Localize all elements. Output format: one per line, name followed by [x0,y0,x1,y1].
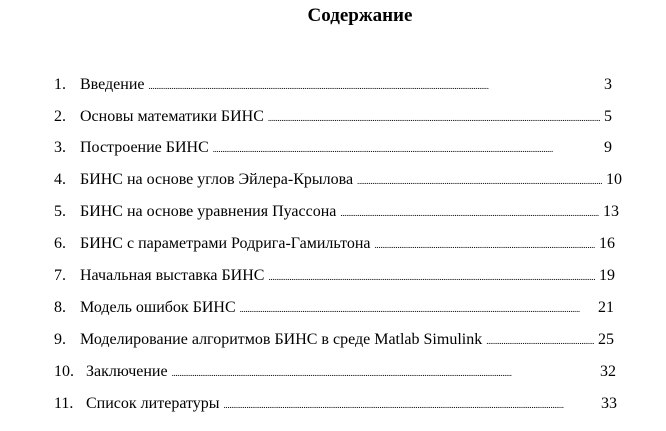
toc-entry-page: 10 [606,171,622,188]
toc-entry [54,74,612,96]
toc-entry-number: 6. [54,235,66,252]
toc-entry [54,201,619,223]
toc-entry-page: 21 [598,299,614,316]
toc-entry [54,361,616,383]
toc-entry [54,297,614,319]
toc-entry-page: 9 [604,139,612,156]
toc-entry-page: 25 [598,331,614,348]
toc-leader-dots [268,265,595,288]
toc-leader-dots [375,233,595,256]
toc-entry-title: Начальная выставка БИНС [80,267,265,284]
toc-leader-dots [213,137,600,160]
toc-entry-page: 13 [603,203,619,220]
toc-entry-number: 11. [54,395,74,412]
toc-entry-page: 32 [600,363,616,380]
toc-entry-title: БИНС на основе углов Эйлера-Крылова [80,171,354,188]
toc-entry-title: Основы математики БИНС [80,108,264,125]
toc-entry-title: БИНС с параметрами Родрига-Гамильтона [80,235,371,252]
toc-entry-page: 16 [599,235,615,252]
toc-leader-dots [240,297,594,320]
toc-entry-title: Список литературы [86,395,220,412]
toc-entry-title: Построение БИНС [80,139,209,156]
toc-entry-number: 1. [54,76,66,93]
toc-entry-title: Моделирование алгоритмов БИНС в среде Matlab Simulink [80,331,483,348]
toc-entry [54,393,617,415]
toc-entry-number: 10. [54,363,74,380]
toc-leader-dots [268,106,600,129]
toc-entry-title: Заключение [86,363,168,380]
toc-leader-dots [340,201,599,224]
toc-entry [54,137,612,159]
toc-entry-page: 19 [599,267,615,284]
toc-entry-number: 4. [54,171,66,188]
toc-entry-page: 3 [604,76,612,93]
toc-leader-dots [357,169,602,192]
toc-entry-number: 9. [54,331,66,348]
toc-leader-dots [149,74,601,97]
toc-entry [54,233,615,255]
toc-entry-number: 3. [54,139,66,156]
toc-entry [54,265,615,287]
toc-entry-number: 2. [54,108,66,125]
toc-leader-dots [224,393,597,416]
toc-entry-page: 5 [604,108,612,125]
toc-entry [54,106,612,128]
toc-entry-number: 8. [54,299,66,316]
toc-entry-page: 33 [601,395,617,412]
toc-entry-title: Введение [80,76,145,93]
toc-entry-number: 5. [54,203,66,220]
toc-entry-title: БИНС на основе уравнения Пуассона [80,203,337,220]
toc-entry-number: 7. [54,267,66,284]
toc-entry [54,329,614,351]
page-title: Содержание [307,5,413,26]
toc-entry-title: Модель ошибок БИНС [80,299,236,316]
toc-leader-dots [172,361,596,384]
toc-entry [54,169,622,191]
toc-leader-dots [486,329,594,352]
